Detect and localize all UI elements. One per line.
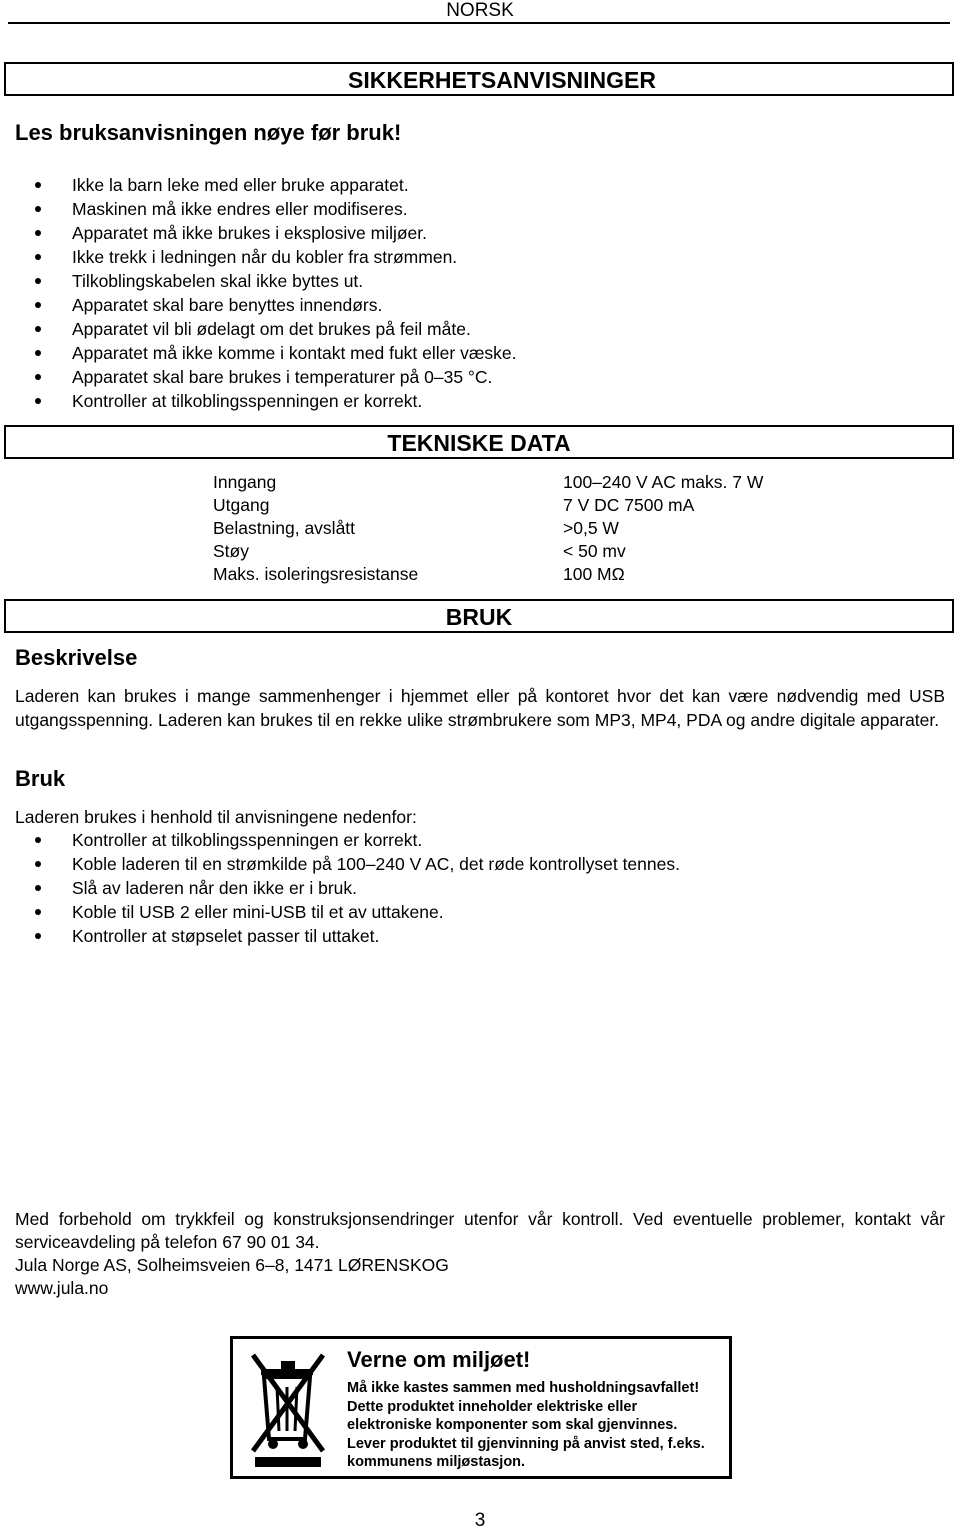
technical-title: TEKNISKE DATA [387,430,571,456]
footer-disclaimer: Med forbehold om trykkfeil og konstruksjonsendringer utenfor vår kontroll. Ved eventuelle problemer, kontakt vår serviceavdeling på telefon 67 90 01 34. [15,1209,945,1252]
usage-heading-box [4,599,954,633]
safety-list [15,173,516,413]
safety-item: Tilkoblingskabelen skal ikke byttes ut. [15,269,516,293]
spec-label: Maks. isoleringsresistanse [213,564,419,584]
page-number: 3 [474,1510,486,1531]
spec-value: 100 MΩ [563,564,625,584]
usage-item: Koble laderen til en strømkilde på 100–240 V AC, det røde kontrollyset tennes. [15,852,680,876]
safety-title: SIKKERHETSANVISNINGER [348,67,656,93]
use-heading: Bruk [15,766,66,791]
usage-list [15,828,680,948]
environment-line: Dette produktet inneholder elektriske eller [347,1398,638,1415]
safety-item: Maskinen må ikke endres eller modifiseres. [15,197,516,221]
spec-value: 100–240 V AC maks. 7 W [563,472,764,492]
usage-item: Slå av laderen når den ikke er i bruk. [15,876,680,900]
spec-table [213,471,763,586]
safety-item: Apparatet må ikke brukes i eksplosive miljøer. [15,221,516,245]
environment-title: Verne om miljøet! [347,1347,531,1372]
safety-item: Ikke trekk i ledningen når du kobler fra strømmen. [15,245,516,269]
spec-label: Utgang [213,495,270,515]
language-label: NORSK [446,0,514,21]
description-text: Laderen kan brukes i mange sammenhenger i hjemmet eller på kontoret hvor det kan være nødvendig med USB utgangsspenning. Laderen kan brukes til en rekke ulike strømbrukere som MP3, MP4, PDA og andre digitale apparater. [15,686,945,730]
safety-item: Ikke la barn leke med eller bruke apparatet. [15,173,516,197]
description-heading: Beskrivelse [15,645,138,670]
spec-row [213,517,763,540]
safety-item: Apparatet må ikke komme i kontakt med fukt eller væske. [15,341,516,365]
use-intro: Laderen brukes i henhold til anvisningene nedenfor: [15,807,417,827]
header-rule [8,22,950,24]
spec-value: 7 V DC 7500 mA [563,495,695,515]
environment-line: Lever produktet til gjenvinning på anvist sted, f.eks. [347,1435,705,1452]
environment-line: Må ikke kastes sammen med husholdningsavfallet! [347,1380,700,1396]
spec-value: < 50 mv [563,541,626,561]
spec-label: Belastning, avslått [213,518,356,538]
technical-heading-box [4,425,954,459]
footer-address: Jula Norge AS, Solheimsveien 6–8, 1471 LØRENSKOG [15,1255,449,1275]
spec-row [213,494,763,517]
footer-website: www.jula.no [15,1278,109,1298]
safety-item: Kontroller at tilkoblingsspenningen er korrekt. [15,389,516,413]
environment-text [347,1379,705,1472]
usage-item: Kontroller at støpselet passer til uttaket. [15,924,680,948]
spec-row [213,471,763,494]
crossed-out-wheelie-bin-icon [243,1347,333,1472]
spec-row [213,563,763,586]
environment-line: elektroniske komponenter som skal gjenvinnes. [347,1417,678,1433]
safety-item: Apparatet skal bare benyttes innendørs. [15,293,516,317]
usage-item: Kontroller at tilkoblingsspenningen er korrekt. [15,828,680,852]
safety-intro: Les bruksanvisningen nøye før bruk! [15,120,402,145]
spec-label: Inngang [213,472,277,492]
safety-item: Apparatet skal bare brukes i temperaturer på 0–35 °C. [15,365,516,389]
safety-heading-box [4,62,954,96]
spec-row [213,540,763,563]
environment-notice [230,1336,732,1479]
environment-line: kommunens miljøstasjon. [347,1454,526,1470]
spec-value: >0,5 W [563,518,619,538]
usage-title: BRUK [445,604,513,630]
usage-item: Koble til USB 2 eller mini-USB til et av uttakene. [15,900,680,924]
spec-label: Støy [213,541,249,561]
safety-item: Apparatet vil bli ødelagt om det brukes på feil måte. [15,317,516,341]
